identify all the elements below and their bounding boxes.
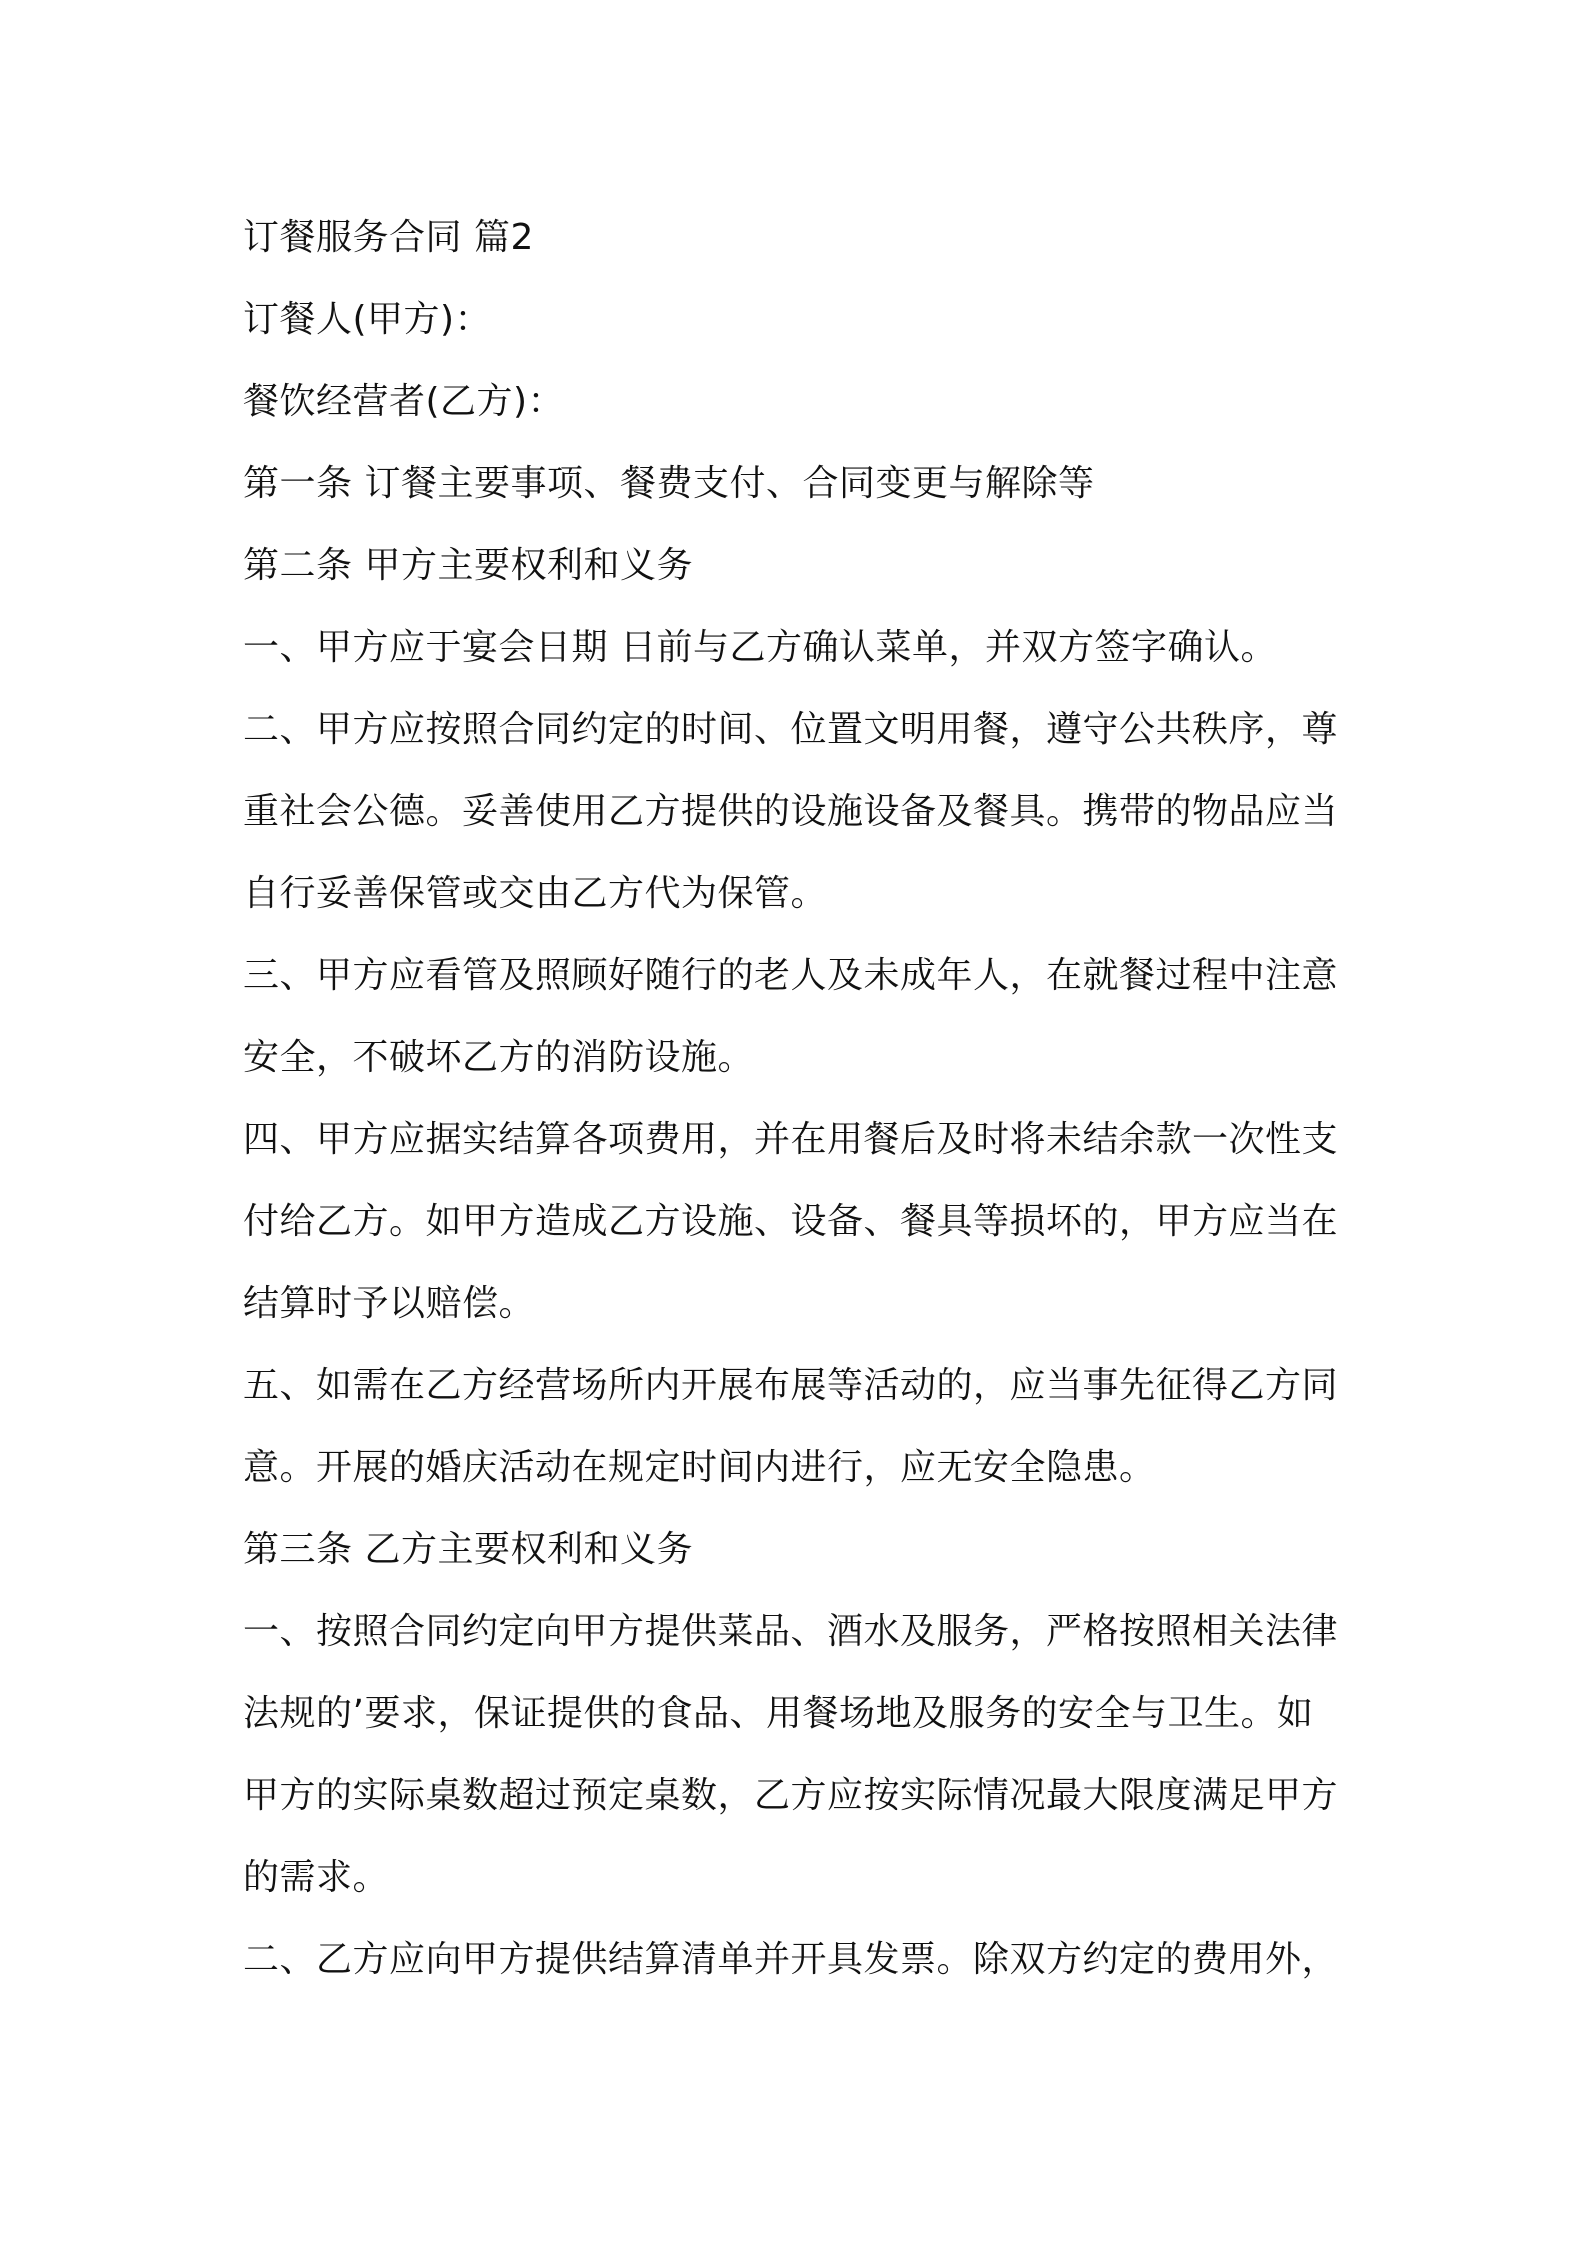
article-3-item-1-line-1: 一、按照合同约定向甲方提供菜品、酒水及服务，严格按照相关法律 (243, 1611, 1339, 1652)
article-2-heading: 第二条 甲方主要权利和义务 (243, 545, 693, 586)
document-title: 订餐服务合同 篇2 (243, 217, 534, 258)
article-2-item-5-line-2: 意。开展的婚庆活动在规定时间内进行，应无安全隐患。 (243, 1447, 1156, 1488)
document-body (243, 197, 1363, 2001)
article-1-heading: 第一条 订餐主要事项、餐费支付、合同变更与解除等 (243, 463, 1095, 504)
article-2-item-3-line-1: 三、甲方应看管及照顾好随行的老人及未成年人，在就餐过程中注意 (243, 955, 1339, 996)
article-2-item-2-line-3: 自行妥善保管或交由乙方代为保管。 (243, 873, 828, 914)
article-2-item-3-line-2: 安全，不破坏乙方的消防设施。 (243, 1037, 755, 1078)
article-2-item-4-line-1: 四、甲方应据实结算各项费用，并在用餐后及时将未结余款一次性支 (243, 1119, 1339, 1160)
party-a-line: 订餐人(甲方)： (243, 299, 492, 340)
article-2-item-1: 一、甲方应于宴会日期 日前与乙方确认菜单，并双方签字确认。 (243, 627, 1277, 668)
article-3-item-1-line-4: 的需求。 (243, 1857, 390, 1898)
party-b-line: 餐饮经营者(乙方)： (243, 381, 565, 422)
article-3-item-1-line-2: 法规的’要求，保证提供的食品、用餐场地及服务的安全与卫生。如 (243, 1693, 1314, 1734)
article-2-item-4-line-2: 付给乙方。如甲方造成乙方设施、设备、餐具等损坏的，甲方应当在 (243, 1201, 1339, 1242)
article-3-item-2-line-1: 二、乙方应向甲方提供结算清单并开具发票。除双方约定的费用外， (243, 1939, 1339, 1980)
article-3-heading: 第三条 乙方主要权利和义务 (243, 1529, 693, 1570)
article-3-item-1-line-3: 甲方的实际桌数超过预定桌数，乙方应按实际情况最大限度满足甲方 (243, 1775, 1339, 1816)
article-2-item-2-line-2: 重社会公德。妥善使用乙方提供的设施设备及餐具。携带的物品应当 (243, 791, 1339, 832)
article-2-item-4-line-3: 结算时予以赔偿。 (243, 1283, 536, 1324)
article-2-item-2-line-1: 二、甲方应按照合同约定的时间、位置文明用餐，遵守公共秩序，尊 (243, 709, 1339, 750)
article-2-item-5-line-1: 五、如需在乙方经营场所内开展布展等活动的，应当事先征得乙方同 (243, 1365, 1339, 1406)
